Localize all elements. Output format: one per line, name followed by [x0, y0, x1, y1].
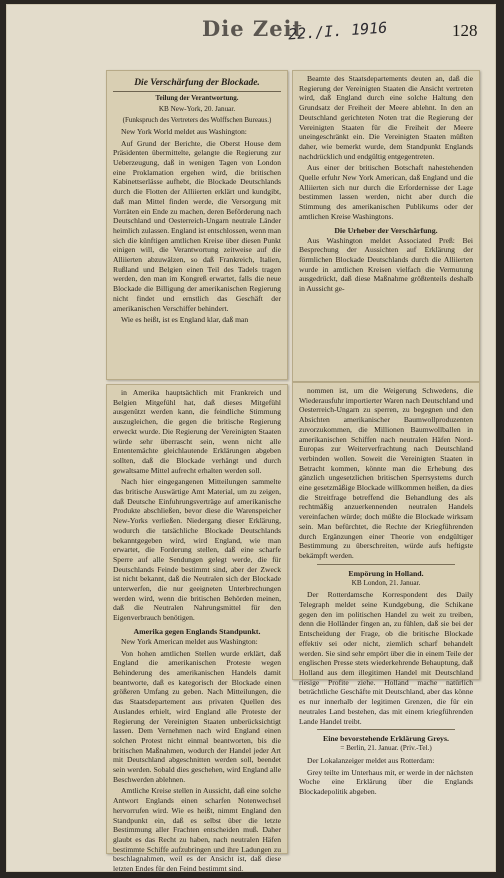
paragraph: in Amerika hauptsächlich mit Frankreich und Belgien Mitgefühl hat, daß dieses Mitgefühl ausgenützt werden kann, die feindliche Stimmung auszugleichen, die gegen die britische Regierung erweckt wurde. Die Regierung der Vereinigten Staaten würde sehr überrascht sein, wenn nicht alle Ententemächte gleichlautende Erklärungen abgeben sollten, daß die Blockade verhängt und durch gewaltsame Mittel aufrecht erhalten werden soll.: [113, 388, 281, 475]
clipping-holland-grey: [292, 382, 480, 797]
paragraph: Von hohen amtlichen Stellen wurde erklärt, daß England die amerikanischen Proteste wegen Behinderung des amerikanischen Handels damit beantworte, daß es kategorisch der Blockade einen größeren Umfang zu geben. Nach Mitteilungen, die das Staatsdepartement aus privaten Quellen des Auslandes erhielt, wird England alle Proteste der Regierung der Vereinigten Staaten unberücksichtigt lassen. Dem Vernehmen nach wird England einen solchen Protest nicht einmal beantworten, bis die britischen Maßnahmen, wodurch der Handel jeder Art mit Deutschland abgeschnitten werden soll, beendet sein werden. Sobald dies geschehen, wird England alle Beschwerden ablehnen.: [113, 648, 281, 784]
paragraph: Auf Grund der Berichte, die Oberst House dem Präsidenten übermittelte, gelangte die Regierung zur Ueberzeugung, daß in wenigen Tagen von London eine Proklamation ergehen wird, die britischen Kabinettserlässe aufhebt, die Blockade Deutschlands durch die Flotten der Alliierten erklärt und kundgibt, daß man Mittel finden werde, die Versorgung mit Vorräten ein Ende zu machen, deren Beförderung nach Deutschland und Oesterreich-Ungarn neutrale Länder heimlich zulassen. England ist entschlossen, wenn man sich die künftigen amtlichen Kreise über diesen Punkt einigen will, die Verantwortung zeitweise auf die Alliierten abzuwälzen, so daß Frankreich, Italien, Rußland und Belgien einen Teil des Tadels tragen werden, den man im Kongreß erwartet, falls die neue Blockade die Billigung der amerikanischen Regierung nicht findet und ernstlich das Geschäft der amerikanischen Verschiffer behindert.: [113, 138, 281, 313]
handwritten-date: 22./I. 1916: [287, 18, 388, 44]
clipping-washington-officials: [292, 70, 480, 382]
paragraph: New York World meldet aus Washington:: [121, 126, 247, 136]
paragraph: Aus einer der britischen Botschaft nahestehenden Quelle erfuhr New York American, daß England und die Alliierten sich nur durch die Erfordernisse der Lage bestimmen lassen werden, nicht aber durch die Stimmung des amerikanischen Publikums oder der amtlichen Kreise Washingtons.: [299, 163, 473, 221]
paragraph: Beamte des Staatsdepartements deuten an, daß die Regierung der Vereinigten Staaten die Ansicht vertreten wird, daß England durch eine solche Haltung den Grundsatz der Freiheit der Meere ablehnt. In den an Deutschland gerichteten Noten trat die Regierung der Vereinigten Staaten für die Freiheit der Meere uneingeschränkt ein. Die Vereinigten Staaten müßten daher, wie bemerkt wurde, dem Standpunkt Englands nachdrücklich und endgültig entgegentreten.: [299, 74, 473, 161]
paragraph: Grey teilte im Unterhaus mit, er werde in der nächsten Woche eine Erklärung über die Englands Blockadepolitik abgeben.: [299, 767, 473, 797]
archive-sheet: [6, 4, 496, 872]
paragraph: Amtliche Kreise stellen in Aussicht, daß eine solche Antwort Englands einen scharfen Notenwechsel hervorrufen wird. Wie es heißt, nimmt England den Standpunkt ein, daß es selbst über die letzte Bestimmung aller Frachten entscheiden muß. Daher glaubt es das Recht zu haben, nach neutralen Häfen bestimmte Schiffe aufzubringen und ihre Ladungen zu beschlagnahmen, weil es der Ansicht ist, daß diese letzten Endes für den Feind bestimmt sind.: [113, 786, 281, 874]
section-heading: Empörung in Holland.: [348, 568, 424, 578]
publication-stamp: Die Zeit: [202, 16, 304, 41]
page-number: 128: [452, 21, 478, 40]
section-heading: Amerika gegen Englands Standpunkt.: [133, 626, 261, 636]
clipping-america-standpoint: [106, 384, 288, 874]
paragraph: nommen ist, um die Weigerung Schwedens, die Wiederausfuhr importierter Waren nach Deutschland und Oesterreich-Ungarn zu sperren, zu begegnen und den Absichten amerikanischer Baumwollproduzenten zuvorzukommen, die Millionen Baumwollballen in amerikanischen Schiffen nach neutralen Häfen Nord-Europas zur Weiterverfrachtung nach Deutschland verbinden wollen. Soweit die Vereinigten Staaten in Betracht kommen, könnte man die Erhebung des gänzlich ungesetzlichen britischen Sperrsystems durch eine gesetzmäßige Blockade willkommen heißen, da dies die Streitfrage betreffend die Behandlung des als rechtmäßig anzuerkennenden neutralen Handels vereinfachen würde; doch müßte die Blockade wirksam sein. Man befürchtet, die Rechte der Kriegführenden durch Ergänzungen einer Theorie von endgültiger Bestimmung zu überschreiten, würde aufs heftigste bekämpft werden.: [299, 386, 473, 560]
article-subtitle: Teilung der Verantwortung.: [155, 94, 239, 102]
paragraph: Nach hier eingegangenen Mitteilungen sammelte das britische Auswärtige Amt Material, um zu zeigen, daß Deutsche Einfuhrungsverträge auf amerikanische Produkte abschließen, bevor diese die Warenspeicher New-Yorks verließen. Niedergang dieser Erklärung, wodurch die tatsächliche Blockade Deutschlands bekanntgegeben wird, wird England, wie man erwartet, die Forderung stellen, daß eine scharfe Sperre auf alle Sendungen gelegt werde, die für Deutschlands Feinde bestimmt sind, aber der Zweck ist nicht bekannt, daß die Neutralen sich der Blockade unterwerfen, die nur geeigneten Unterbrechungen werden wird, wenn die britischen Behörden meinen, daß die Neutralen Nahrungsmittel für den Eigenverbrauch benötigen.: [113, 477, 281, 623]
section-dateline: KB London, 21. Januar.: [351, 578, 421, 587]
paragraph: Der Lokalanzeiger meldet aus Rotterdam:: [307, 755, 435, 765]
article-title: Die Verschärfung der Blockade.: [113, 78, 281, 92]
section-dateline: = Berlin, 21. Januar. (Priv.-Tel.): [340, 744, 432, 753]
article-source: (Funkspruch des Vertreters des Wolffschen Bureaus.): [122, 116, 272, 125]
paragraph: Wie es heißt, ist es England klar, daß man: [121, 315, 249, 325]
section-heading: Die Urheber der Verschärfung.: [334, 225, 438, 235]
paragraph: Aus Washington meldet Associated Preß: Bei Besprechung der Aussichten auf Erklärung der förmlichen Blockade Deutschlands durch die Alliierten wurde in amtlichen Kreisen vielfach die Vermutung ausgedrückt, daß diese Maßnahme größtenteils deshalb in Aussicht ge-: [299, 235, 473, 294]
divider: [317, 729, 455, 730]
clipping-blockade-main: [106, 70, 288, 380]
article-dateline: KB New-York, 20. Januar.: [158, 104, 236, 113]
paragraph: New York American meldet aus Washington:: [121, 636, 258, 646]
divider: [317, 564, 455, 565]
paragraph: Der Rotterdamsche Korrespondent des Daily Telegraph meldet seine Kundgebung, die Schikane gegen den im politischen Handel zu weit zu treiben, denn die Holländer fingen an, zu fühlen, daß sie bei der Entscheidung der Frage, ob die britische Blockade effektiv sei oder nicht, ziemlich scharf behandelt werden. Sie sind sehr empört über die in einem Teile der englischen Presse stets wiederkehrende Behauptung, daß Holland aus dem illegitimen Handel mit Deutschland riesige Profite ziehe. Holland mache natürlich beträchtliche Geschäfte mit Deutschland, aber das könne es nur innerhalb der legitimen Grenzen, die für ein neutrales Land bestehen, das mit einem kriegführenden Lande Handel treibt.: [299, 590, 473, 726]
section-heading: Eine bevorstehende Erklärung Greys.: [323, 734, 449, 744]
